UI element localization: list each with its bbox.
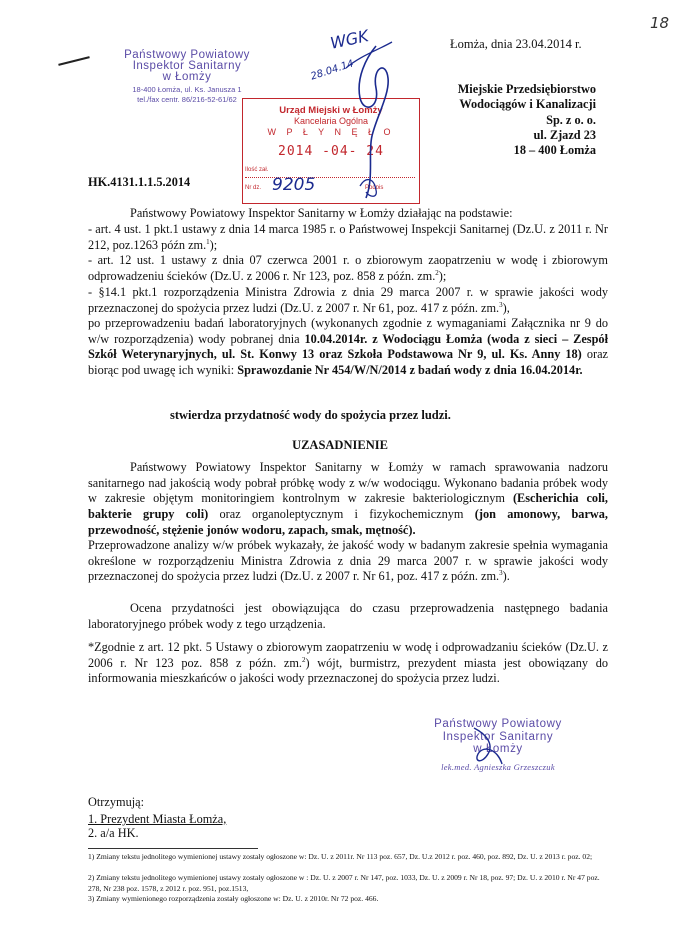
received-stamp-attachments-label: Ilość zał.: [245, 167, 269, 173]
legal-basis-2: - art. 12 ust. 1 ustawy z dnia 07 czerwca 2001 r. o zbiorowym zaopatrzeniu w wodę i zbiorowym odprowadzeniu ścieków (Dz.U. z 2006 r. Nr 123, poz. 858 z późn. zm.$^2$);: [88, 253, 608, 283]
margin-mark: [58, 56, 90, 66]
recipient-line-4: ul. Zjazd 23: [533, 127, 596, 142]
footnote-divider: [88, 848, 258, 849]
reference-number: HK.4131.1.1.5.2014: [88, 175, 191, 189]
recipient-line-2: Wodociągów i Kanalizacji: [459, 97, 596, 112]
received-stamp-subtitle: Kancelaria Ogólna: [293, 116, 369, 126]
recipient-line-3: Sp. z o. o.: [546, 112, 596, 127]
footnote-2: 2) Zmiany tekstu jednolitego wymienionej ustawy zostały ogłoszone w : Dz. U. z 2007 r. Nr 147, poz. 1033, Dz. U. z 2009 r. Nr 18, poz. 97; Dz. U. z 2010 r. Nr 47 poz. 278, Nr 238 poz. 1578, z 2012 r. poz. 951, poz.1513,: [88, 873, 600, 893]
handwriting-date: 28.04.14: [309, 58, 356, 83]
received-stamp-signature-label: Podpis: [365, 185, 384, 191]
distribution-item-2: 2. a/a HK.: [88, 826, 139, 840]
signature-stamp-name: lek.med. Agnieszka Grzeszczuk: [441, 761, 555, 772]
recipient-address: [420, 82, 596, 158]
received-stamp-spaced: W P Ł Y N Ę Ł O: [267, 127, 395, 137]
decision-text: stwierdza przydatność wody do spożycia przez ludzi.: [170, 408, 451, 422]
footnote-1: 1) Zmiany tekstu jednolitego wymienionej ustawy zostały ogłoszone w: Dz. U. z 2011r. Nr 113 poz. 657, Dz. U.z 2012 r. poz. 460, poz. 892, Dz. U. z 2013 r. poz. 02;: [88, 852, 593, 861]
recipient-line-1: Miejskie Przedsiębiorstwo: [457, 82, 596, 96]
legal-basis-1: - art. 4 ust. 1 pkt.1 ustawy z dnia 14 marca 1985 r. o Państwowej Inspekcji Sanitarnej (Dz.U. z 2011 r. Nr 212, poz.1263 późn zm.$^1$);: [88, 222, 608, 252]
inspector-stamp-phone: tel./fax centr. 86/216-52-61/62: [137, 95, 237, 104]
inspector-signature: [468, 724, 508, 770]
justification-paragraph-3: Ocena przydatności jest obowiązująca do czasu przeprowadzenia następnego badania laboratoryjnego próbek wody z tego urządzenia.: [88, 601, 608, 631]
handwriting-dept: WGK: [328, 26, 371, 53]
place-date: Łomża, dnia 23.04.2014 r.: [450, 37, 582, 51]
received-stamp-date: 2014 -04- 24: [278, 144, 384, 159]
inspector-stamp-line-3: w Łomży: [162, 71, 212, 83]
recipient-line-5: 18 – 400 Łomża: [513, 143, 596, 158]
justification-paragraph-2: Przeprowadzone analizy w/w próbek wykazały, że jakość wody w badanym zakresie spełnia wymagania określone w rozporządzeniu Ministra Zdrowia z dnia 29 marca 2007 r. w sprawie jakości wody przeznaczonej do spożycia przez ludzi (Dz.U. z 2007 r. Nr 61, poz. 417 z późn. zm.$^3$).: [88, 538, 608, 584]
notification-note: *Zgodnie z art. 12 pkt. 5 Ustawy o zbiorowym zaopatrzeniu w wodę i odprowadzaniu ścieków (Dz.U. z 2006 r. Nr 123 poz. 858 z późn. zm.$^2$) wójt, burmistrz, prezydent miasta jest obowiązany do informowania mieszkańców o jakości wody przeznaczonej do spożycia przez ludzi.: [88, 640, 609, 686]
inspector-stamp: [98, 50, 276, 105]
signature-stamp-line-2: Inspektor Sanitarny: [442, 730, 554, 743]
justification-heading: UZASADNIENIE: [292, 438, 388, 452]
footnote-3: 3) Zmiany wymienionego rozporządzenia zostały ogłoszone w: Dz. U. z 2010r. Nr 72 poz. 466.: [88, 894, 379, 903]
intro-text: Państwowy Powiatowy Inspektor Sanitarny w Łomży działając na podstawie:: [130, 206, 513, 220]
distribution-item-1: 1. Prezydent Miasta Łomża,: [88, 812, 227, 826]
received-stamp-title: Urząd Miejski w Łomży: [279, 105, 383, 116]
justification-paragraph-1: Państwowy Powiatowy Inspektor Sanitarny w Łomży w ramach sprawowania nadzoru sanitarnego nad jakością wody pobrał próbkę wody z w/w wodociągu. Wykonano badania próbek wody w zakresie objętym monitoringiem kontrolnym w zakresie bakteriologicznym (Escherichia coli, bakterie grupy coli) oraz organoleptycznym i fizykochemicznym (jon amonowy, barwa, przewodność, stężenie jonów wodoru, zapach, smak, mętność).: [88, 460, 609, 537]
received-number: 9205: [272, 175, 316, 195]
handwritten-signature: [336, 28, 396, 200]
inspector-stamp-line-2: Inspektor Sanitarny: [132, 60, 242, 72]
inspector-stamp-address: 18-400 Łomża, ul. Ks. Janusza 1: [132, 85, 242, 94]
page-number: 18: [650, 14, 670, 32]
signature-stamp-line-3: w Łomży: [473, 743, 523, 755]
received-stamp-number-label: Nr dz.: [245, 185, 262, 191]
distribution-label: Otrzymują:: [88, 795, 145, 809]
sampling-paragraph: po przeprowadzeniu badań laboratoryjnych (wykonanych zgodnie z wymaganiami Załącznika nr 9 do w/w rozporządzenia) wody pobranej dnia 10.04.2014r. z Wodociągu Łomża (woda z sieci – Zespół Szkół Weterynaryjnych, ul. St. Konwy 13 oraz Szkoła Podstawowa Nr 9, ul. Ks. Anny 18) oraz biorąc pod uwagę ich wyniki: Sprawozdanie Nr 454/W/N/2014 z badań wody z dnia 16.04.2014r.: [88, 316, 609, 378]
signature-stamp-line-1: Państwowy Powiatowy: [434, 718, 562, 730]
inspector-stamp-line-1: Państwowy Powiatowy: [124, 49, 250, 61]
legal-basis-3: - §14.1 pkt.1 rozporządzenia Ministra Zdrowia z dnia 29 marca 2007 r. w sprawie jakości wody przeznaczonej do spożycia przez ludzi (Dz.U. z 2007 r. Nr 61, poz. 417 z późn. zm.$^3$),: [88, 285, 608, 315]
